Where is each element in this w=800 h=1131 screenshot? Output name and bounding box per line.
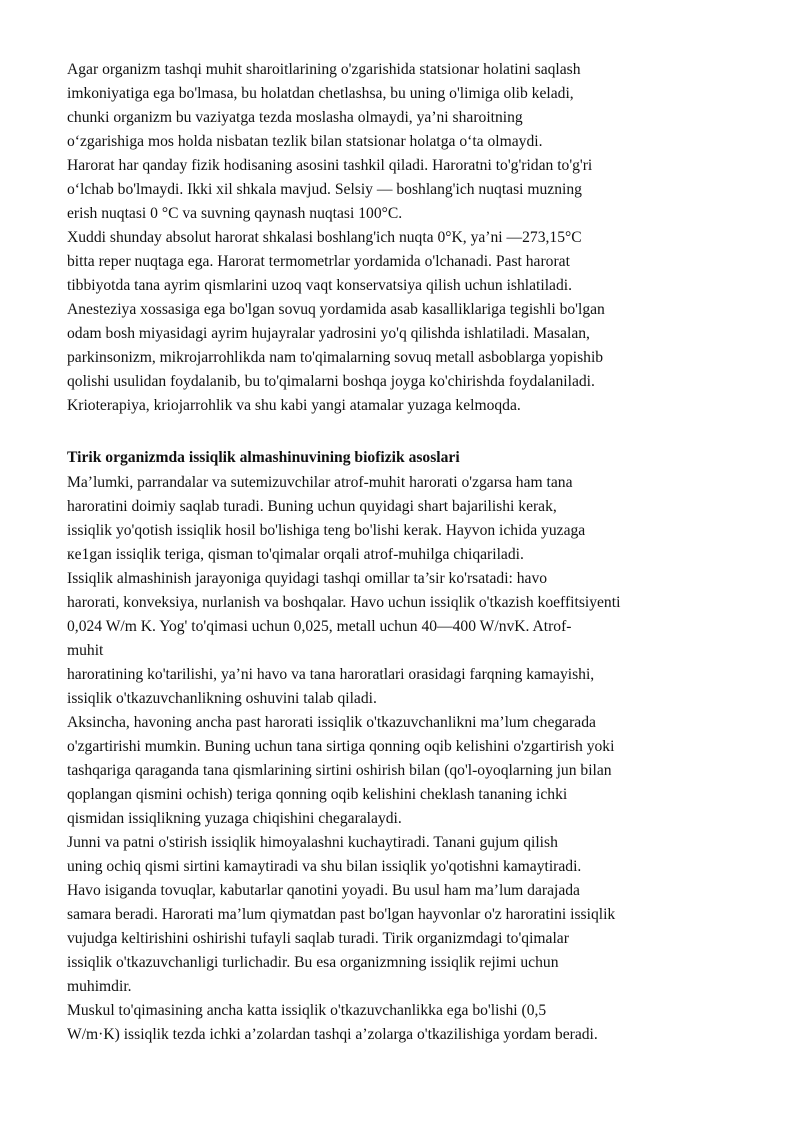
text-line: Muskul to'qimasining ancha katta issiqlik o'tkazuvchanlikka ega bo'lishi (0,5 [67, 1002, 547, 1019]
text-line: muhit [67, 642, 104, 659]
text-line: Aksincha, havoning ancha past harorati issiqlik o'tkazuvchanlikni ma’lum chegarada [67, 714, 596, 731]
text-line: Anesteziya xossasiga ega bo'lgan sovuq yordamida asab kasalliklariga tegishli bo'lgan [67, 301, 605, 318]
text-line: tashqariga qaraganda tana qismlarining sirtini oshirish bilan (qo'l-oyoqlarning jun bilan [67, 762, 612, 779]
text-line: imkoniyatiga ega bo'lmasa, bu holatdan chetlashsa, bu uning o'limiga olib keladi, [67, 85, 574, 102]
text-line: issiqlik o'tkazuvchanlikning oshuvini talab qiladi. [67, 690, 377, 707]
text-line: Ma’lumki, parrandalar va sutemizuvchilar atrof-muhit harorati o'zgarsa ham tana [67, 474, 573, 491]
text-line: vujudga keltirishini oshirishi tufayli saqlab turadi. Tirik organizmdagi to'qimalar [67, 930, 569, 947]
text-line: qoplangan qismini ochish) teriga qonning oqib kelishini cheklash tananing ichki [67, 786, 568, 803]
text-line: uning ochiq qismi sirtini kamaytiradi va shu bilan issiqlik yo'qotishni kamaytiradi. [67, 858, 582, 875]
text-line: qismidan issiqlikning yuzaga chiqishini chegaralaydi. [67, 810, 402, 827]
text-line: Issiqlik almashinish jarayoniga quyidagi tashqi omillar ta’sir ko'rsatadi: havo [67, 570, 548, 587]
text-line: Harorat har qanday fizik hodisaning asosini tashkil qiladi. Haroratni to'g'ridan to'g'ri [67, 157, 593, 174]
text-line: Havo isiganda tovuqlar, kabutarlar qanotini yoyadi. Bu usul ham ma’lum darajada [67, 882, 580, 899]
text-line: 0,024 W/m K. Yog' to'qimasi uchun 0,025, metall uchun 40—400 W/nvK. Atrof- [67, 618, 572, 635]
text-line: issiqlik o'tkazuvchanligi turlichadir. Bu esa organizmning issiqlik rejimi uchun [67, 954, 559, 971]
text-line: кe1gan issiqlik teriga, qisman to'qimalar orqali atrof-muhilga chiqariladi. [67, 546, 524, 563]
section-title: Tirik organizmda issiqlik almashinuvining biofizik asoslari [67, 449, 460, 466]
text-line: haroratining ko'tarilishi, ya’ni havo va tana haroratlari orasidagi farqning kamayishi, [67, 666, 595, 683]
text-line: Xuddi shunday absolut harorat shkalasi boshlang'ich nuqta 0°K, ya’ni —273,15°C [67, 229, 582, 246]
text-line: tibbiyotda tana ayrim qismlarini uzoq vaqt konservatsiya qilish uchun ishlatiladi. [67, 277, 572, 294]
text-line: erish nuqtasi 0 °C va suvning qaynash nuqtasi 100°C. [67, 205, 403, 222]
text-line: haroratini doimiy saqlab turadi. Buning uchun quyidagi shart bajarilishi kerak, [67, 498, 557, 515]
text-line: harorati, konveksiya, nurlanish va boshqalar. Havo uchun issiqlik o'tkazish koeffitsiyenti [67, 594, 621, 611]
text-line: W/m·K) issiqlik tezda ichki a’zolardan tashqi a’zolarga o'tkazilishiga yordam beradi. [67, 1026, 598, 1043]
text-line: Agar organizm tashqi muhit sharoitlarining o'zgarishida statsionar holatini saqlash [67, 61, 581, 78]
text-line: chunki organizm bu vaziyatga tezda moslasha olmaydi, ya’ni sharoitning [67, 109, 523, 126]
text-line: Krioterapiya, kriojarrohlik va shu kabi yangi atamalar yuzaga kelmoqda. [67, 397, 521, 414]
text-line: bitta reper nuqtaga ega. Harorat termometrlar yordamida o'lchanadi. Past harorat [67, 253, 570, 270]
text-line: issiqlik yo'qotish issiqlik hosil bo'lishiga teng bo'lishi kerak. Hayvon ichida yuzaga [67, 522, 586, 539]
text-line: muhimdir. [67, 978, 132, 995]
text-line: o‘lchab bo'lmaydi. Ikki xil shkala mavjud. Selsiy — boshlang'ich nuqtasi muzning [67, 181, 582, 198]
text-line: o‘zgarishiga mos holda nisbatan tezlik bilan statsionar holatga o‘ta olmaydi. [67, 133, 543, 150]
text-line: odam bosh miyasidagi ayrim hujayralar yadrosini yo'q qilishda ishlatiladi. Masalan, [67, 325, 590, 342]
text-line: o'zgartirishi mumkin. Buning uchun tana sirtiga qonning oqib kelishini o'zgartirish yoki [67, 738, 615, 755]
text-line: qolishi usulidan foydalanib, bu to'qimalarni boshqa joyga ko'chirishda foydalaniladi. [67, 373, 595, 390]
text-line: Junni va patni o'stirish issiqlik himoyalashni kuchaytiradi. Tanani gujum qilish [67, 834, 558, 851]
text-line: samara beradi. Harorati ma’lum qiymatdan past bo'lgan hayvonlar o'z haroratini issiqlik [67, 906, 616, 923]
text-line: parkinsonizm, mikrojarrohlikda nam to'qimalarning sovuq metall asboblarga yopishib [67, 349, 604, 366]
